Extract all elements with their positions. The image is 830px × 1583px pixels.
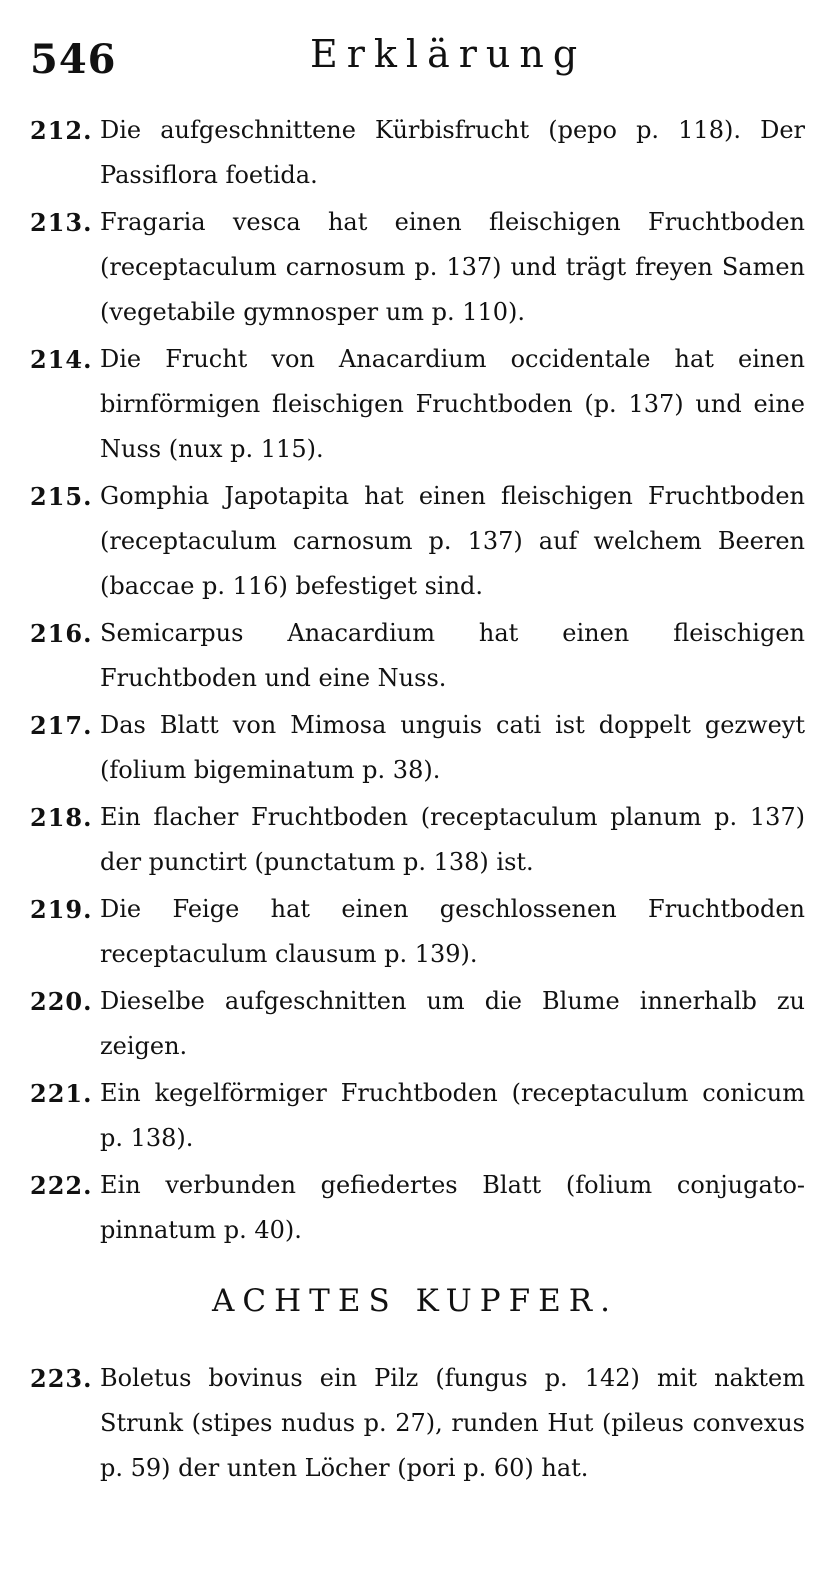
entry-223 [30, 1356, 805, 1491]
entry-number: 214. [30, 345, 93, 374]
entry-text: Die Frucht von Anacardium occidentale hat einen birnförmigen fleischigen Fruchtboden (p. 137) und eine Nuss (nux p. 115). [100, 345, 805, 463]
entry-number: 218. [30, 803, 93, 832]
entry-213 [30, 200, 805, 335]
entry-text: Ein flacher Fruchtboden (receptaculum planum p. 137) der punctirt (punctatum p. 138) ist. [100, 803, 805, 876]
plate-explanation-list [30, 108, 805, 1255]
entry-220 [30, 979, 805, 1069]
entry-number: 220. [30, 987, 93, 1016]
entry-215 [30, 474, 805, 609]
plate-explanation-list-continued [30, 1356, 805, 1493]
entry-222 [30, 1163, 805, 1253]
entry-text: Das Blatt von Mimosa unguis cati ist doppelt gezweyt (folium bigeminatum p. 38). [100, 711, 805, 784]
entry-text: Die Feige hat einen geschlossenen Fruchtboden receptaculum clausum p. 139). [100, 895, 805, 968]
entry-text: Ein kegelförmiger Fruchtboden (receptaculum conicum p. 138). [100, 1079, 805, 1152]
entry-text: Dieselbe aufgeschnitten um die Blume innerhalb zu zeigen. [100, 987, 805, 1060]
entry-number: 212. [30, 116, 93, 145]
entry-number: 219. [30, 895, 93, 924]
page-header [30, 30, 800, 90]
running-title: Erklärung [310, 32, 587, 76]
entry-text: Die aufgeschnittene Kürbisfrucht (pepo p. 118). Der Passiflora foetida. [100, 116, 805, 189]
entry-221 [30, 1071, 805, 1161]
entry-text: Ein verbunden gefiedertes Blatt (folium conjugato-pinnatum p. 40). [100, 1171, 805, 1244]
entry-number: 222. [30, 1171, 93, 1200]
page-number: 546 [30, 36, 117, 83]
entry-212 [30, 108, 805, 198]
entry-number: 221. [30, 1079, 93, 1108]
entry-text: Semicarpus Anacardium hat einen fleischigen Fruchtboden und eine Nuss. [100, 619, 805, 692]
entry-number: 217. [30, 711, 93, 740]
entry-number: 213. [30, 208, 93, 237]
entry-217 [30, 703, 805, 793]
entry-text: Gomphia Japotapita hat einen fleischigen Fruchtboden (receptaculum carnosum p. 137) auf welchem Beeren (baccae p. 116) befestiget sind. [100, 482, 805, 600]
entry-text: Boletus bovinus ein Pilz (fungus p. 142) mit naktem Strunk (stipes nudus p. 27), runden Hut (pileus convexus p. 59) der unten Löcher (pori p. 60) hat. [100, 1364, 805, 1482]
entry-218 [30, 795, 805, 885]
entry-216 [30, 611, 805, 701]
entry-214 [30, 337, 805, 472]
entry-219 [30, 887, 805, 977]
entry-number: 215. [30, 482, 93, 511]
section-heading: ACHTES KUPFER. [212, 1283, 618, 1319]
entry-number: 223. [30, 1364, 93, 1393]
entry-number: 216. [30, 619, 93, 648]
entry-text: Fragaria vesca hat einen fleischigen Fruchtboden (receptaculum carnosum p. 137) und trägt freyen Samen (vegetabile gymnosper um p. 110). [100, 208, 805, 326]
